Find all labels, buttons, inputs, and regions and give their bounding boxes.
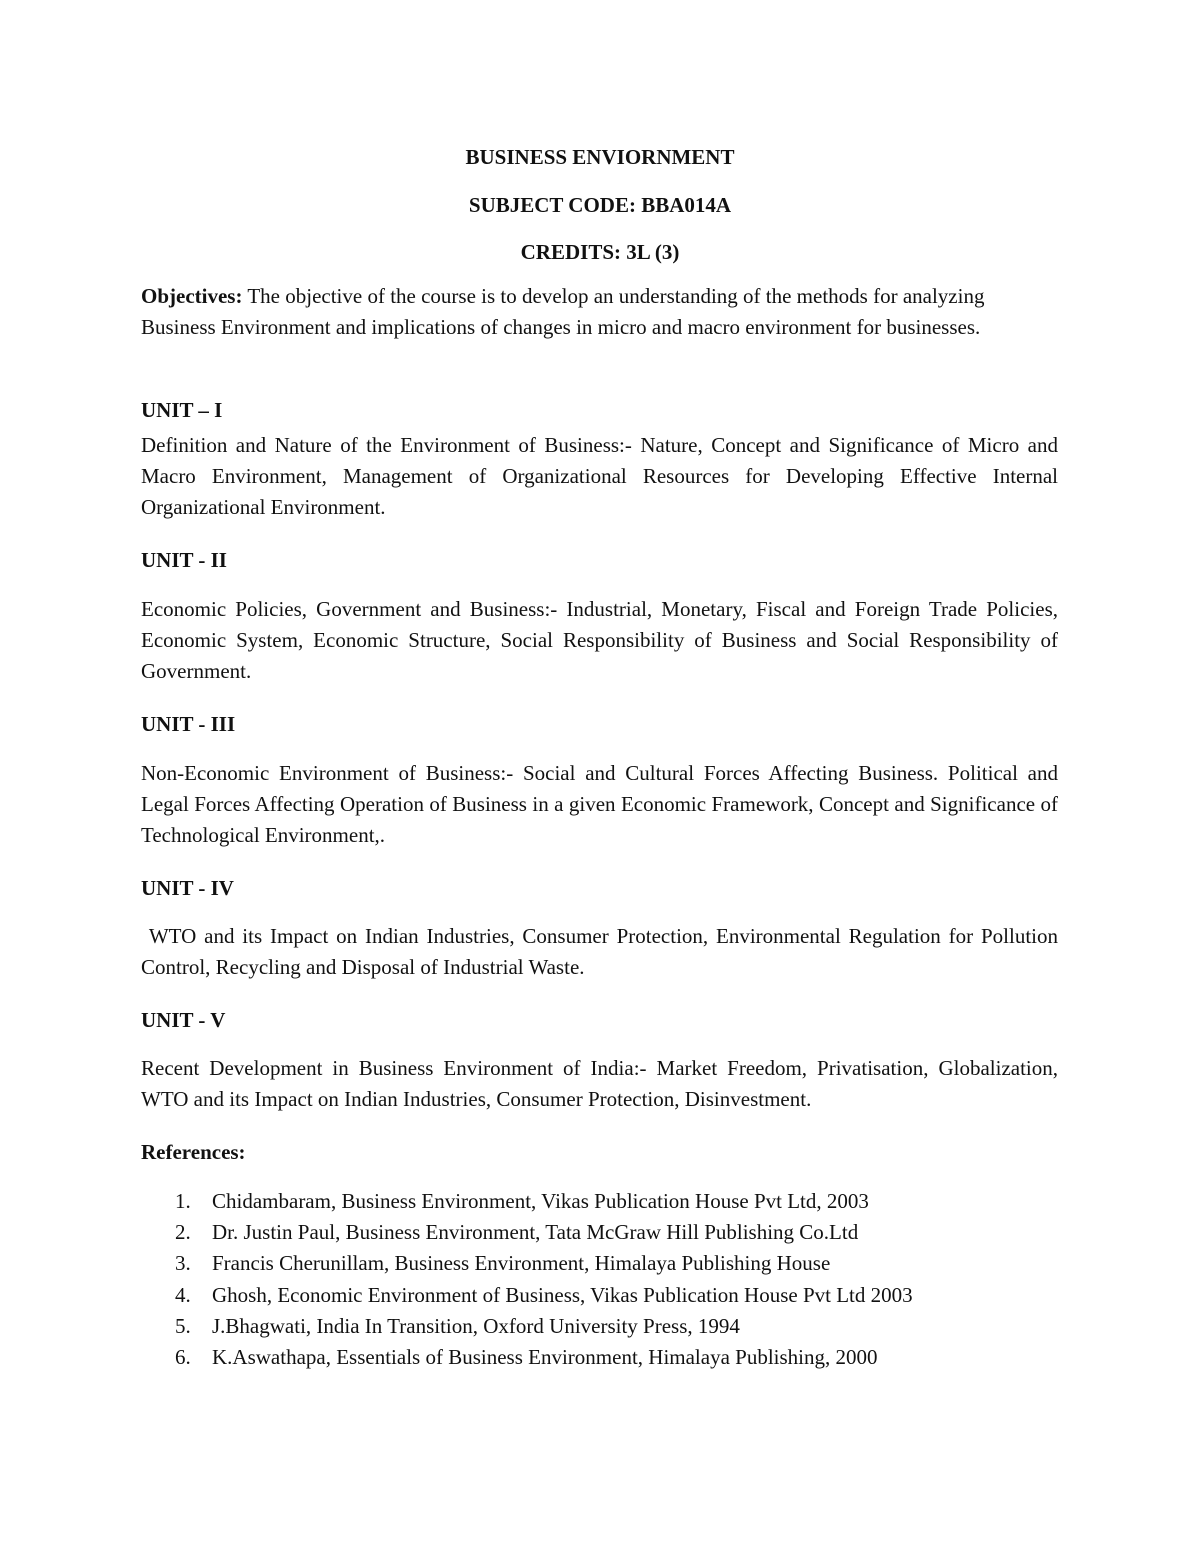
objectives-label: Objectives: bbox=[141, 284, 243, 308]
reference-number: 1. bbox=[175, 1189, 191, 1213]
reference-item bbox=[141, 1311, 1058, 1342]
credits: CREDITS: 3L (3) bbox=[520, 240, 680, 264]
reference-item bbox=[141, 1217, 1058, 1248]
unit-3-title: UNIT - III bbox=[141, 712, 236, 736]
reference-number: 3. bbox=[175, 1251, 191, 1276]
reference-text: Dr. Justin Paul, Business Environment, Tata McGraw Hill Publishing Co.Ltd bbox=[212, 1220, 859, 1245]
references-list bbox=[141, 1186, 1058, 1373]
reference-text: Chidambaram, Business Environment, Vikas Publication House Pvt Ltd, 2003 bbox=[212, 1189, 869, 1213]
reference-item bbox=[141, 1280, 1058, 1311]
reference-text: J.Bhagwati, India In Transition, Oxford University Press, 1994 bbox=[212, 1313, 740, 1338]
subject-code: SUBJECT CODE: BBA014A bbox=[468, 193, 732, 217]
unit-5-text: Recent Development in Business Environment of India:- Market Freedom, Privatisation, Globalization, WTO and its Impact on Indian Industries, Consumer Protection, Disinvestment. bbox=[141, 1056, 1058, 1111]
references-title: References: bbox=[141, 1140, 246, 1164]
reference-text: Francis Cherunillam, Business Environment, Himalaya Publishing House bbox=[212, 1251, 831, 1276]
unit-4-text: WTO and its Impact on Indian Industries, Consumer Protection, Environmental Regulation for Pollution Control, Recycling and Disposal of Industrial Waste. bbox=[141, 924, 1064, 979]
unit-5-title: UNIT - V bbox=[141, 1008, 226, 1032]
reference-number: 5. bbox=[175, 1313, 191, 1338]
document-title: BUSINESS ENVIORNMENT bbox=[465, 145, 735, 169]
reference-text: Ghosh, Economic Environment of Business, Vikas Publication House Pvt Ltd 2003 bbox=[212, 1282, 913, 1307]
objectives-paragraph bbox=[141, 281, 1058, 343]
reference-text: K.Aswathapa, Essentials of Business Environment, Himalaya Publishing, 2000 bbox=[212, 1344, 878, 1369]
objectives-text: The objective of the course is to develop an understanding of the methods for analyzing Business Environment and implications of changes in micro and macro environment for businesses. bbox=[141, 284, 985, 339]
unit-4-title: UNIT - IV bbox=[141, 876, 234, 900]
unit-2-text: Economic Policies, Government and Business:- Industrial, Monetary, Fiscal and Foreign Trade Policies, Economic System, Economic Structure, Social Responsibility of Business and Social Responsibility of Government. bbox=[141, 597, 1058, 683]
reference-item bbox=[141, 1186, 1058, 1217]
reference-item bbox=[141, 1342, 1058, 1373]
reference-number: 4. bbox=[175, 1282, 191, 1307]
reference-number: 2. bbox=[175, 1220, 191, 1245]
unit-2-title: UNIT - II bbox=[141, 548, 227, 572]
reference-item bbox=[141, 1248, 1058, 1279]
reference-number: 6. bbox=[175, 1344, 191, 1369]
unit-3-text: Non-Economic Environment of Business:- Social and Cultural Forces Affecting Business. Political and Legal Forces Affecting Operation of Business in a given Economic Framework, Concept and Significance of Technological Environment,. bbox=[141, 761, 1058, 847]
unit-1-title: UNIT – I bbox=[141, 398, 223, 422]
unit-1-text: Definition and Nature of the Environment of Business:- Nature, Concept and Significance of Micro and Macro Environment, Management of Organizational Resources for Developing Effective Internal Organizational Environment. bbox=[141, 433, 1058, 519]
